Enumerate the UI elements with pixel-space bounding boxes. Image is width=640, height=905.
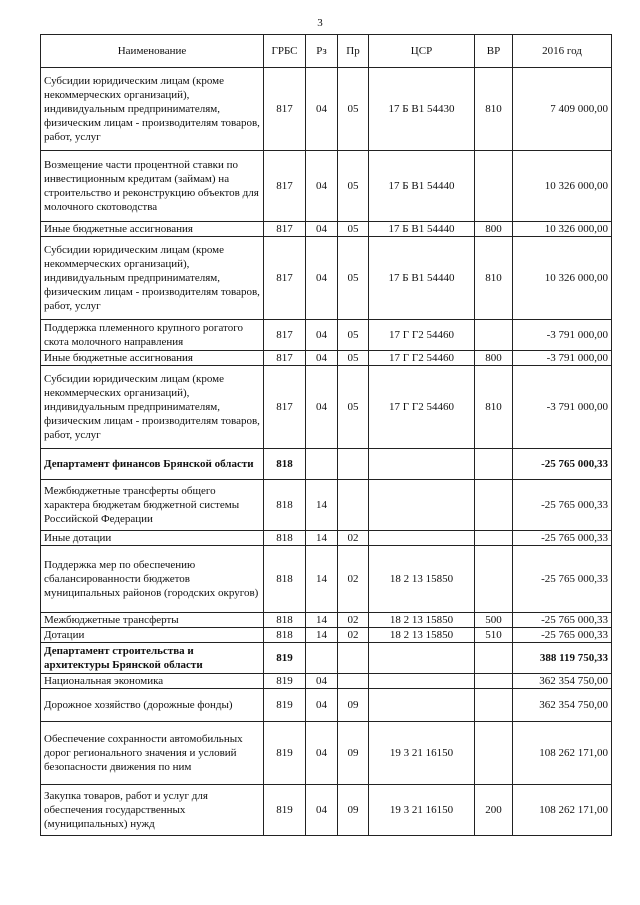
row-csr: 17 Б В1 54440 xyxy=(369,151,475,222)
row-amount: 10 326 000,00 xyxy=(513,237,612,320)
table-row xyxy=(41,151,612,222)
table-row xyxy=(41,785,612,836)
row-pr: 02 xyxy=(338,546,369,613)
row-vr xyxy=(475,643,513,674)
row-csr: 18 2 13 15850 xyxy=(369,613,475,628)
row-pr: 05 xyxy=(338,366,369,449)
row-csr: 18 2 13 15850 xyxy=(369,546,475,613)
row-amount: 108 262 171,00 xyxy=(513,722,612,785)
row-csr: 19 3 21 16150 xyxy=(369,722,475,785)
row-vr xyxy=(475,531,513,546)
row-grbs: 817 xyxy=(264,237,306,320)
table-row xyxy=(41,351,612,366)
row-vr xyxy=(475,151,513,222)
row-amount: 10 326 000,00 xyxy=(513,151,612,222)
row-pr: 05 xyxy=(338,68,369,151)
row-amount: 362 354 750,00 xyxy=(513,674,612,689)
row-rz: 14 xyxy=(306,546,338,613)
header-row xyxy=(41,35,612,68)
row-vr xyxy=(475,320,513,351)
header-grbs: ГРБС xyxy=(264,35,306,68)
row-csr xyxy=(369,531,475,546)
row-amount: 108 262 171,00 xyxy=(513,785,612,836)
row-grbs: 818 xyxy=(264,613,306,628)
row-vr xyxy=(475,449,513,480)
row-vr xyxy=(475,722,513,785)
row-pr: 09 xyxy=(338,722,369,785)
row-amount: -25 765 000,33 xyxy=(513,546,612,613)
row-amount: 388 119 750,33 xyxy=(513,643,612,674)
row-csr: 17 Г Г2 54460 xyxy=(369,351,475,366)
row-grbs: 818 xyxy=(264,480,306,531)
row-grbs: 819 xyxy=(264,643,306,674)
row-vr: 810 xyxy=(475,237,513,320)
row-name: Закупка товаров, работ и услуг для обеспечения государственных (муниципальных) нужд xyxy=(41,785,264,836)
row-name: Поддержка племенного крупного рогатого скота молочного направления xyxy=(41,320,264,351)
row-amount: -25 765 000,33 xyxy=(513,613,612,628)
row-name: Иные бюджетные ассигнования xyxy=(41,222,264,237)
row-csr xyxy=(369,674,475,689)
row-vr xyxy=(475,689,513,722)
table-row xyxy=(41,689,612,722)
row-vr xyxy=(475,480,513,531)
table-row xyxy=(41,449,612,480)
row-grbs: 819 xyxy=(264,722,306,785)
row-csr: 17 Б В1 54440 xyxy=(369,222,475,237)
row-csr: 18 2 13 15850 xyxy=(369,628,475,643)
page-number: 3 xyxy=(317,17,323,29)
row-pr: 09 xyxy=(338,689,369,722)
row-csr xyxy=(369,449,475,480)
row-vr: 810 xyxy=(475,366,513,449)
row-amount: -3 791 000,00 xyxy=(513,320,612,351)
row-vr xyxy=(475,546,513,613)
row-rz xyxy=(306,449,338,480)
row-grbs: 818 xyxy=(264,546,306,613)
row-vr: 500 xyxy=(475,613,513,628)
row-grbs: 817 xyxy=(264,222,306,237)
row-grbs: 819 xyxy=(264,674,306,689)
header-pr: Пр xyxy=(338,35,369,68)
row-rz: 04 xyxy=(306,151,338,222)
row-amount: -3 791 000,00 xyxy=(513,351,612,366)
row-csr: 17 Г Г2 54460 xyxy=(369,366,475,449)
row-name: Возмещение части процентной ставки по инвестиционным кредитам (займам) на строительство и реконструкцию объектов для молочного скотоводства xyxy=(41,151,264,222)
row-rz: 14 xyxy=(306,613,338,628)
table-row xyxy=(41,480,612,531)
row-grbs: 817 xyxy=(264,351,306,366)
row-pr xyxy=(338,643,369,674)
row-rz: 04 xyxy=(306,237,338,320)
row-rz: 04 xyxy=(306,351,338,366)
table-row xyxy=(41,68,612,151)
row-name: Субсидии юридическим лицам (кроме некоммерческих организаций), индивидуальным предпринимателям, физическим лицам - производителям товаров, работ, услуг xyxy=(41,366,264,449)
row-grbs: 818 xyxy=(264,531,306,546)
row-csr: 17 Б В1 54430 xyxy=(369,68,475,151)
row-rz: 04 xyxy=(306,722,338,785)
row-name: Субсидии юридическим лицам (кроме некоммерческих организаций), индивидуальным предпринимателям, физическим лицам - производителям товаров, работ, услуг xyxy=(41,237,264,320)
row-csr: 19 3 21 16150 xyxy=(369,785,475,836)
row-pr: 05 xyxy=(338,320,369,351)
row-vr: 810 xyxy=(475,68,513,151)
table-row xyxy=(41,628,612,643)
row-name: Межбюджетные трансферты общего характера бюджетам бюджетной системы Российской Федерации xyxy=(41,480,264,531)
table-row xyxy=(41,643,612,674)
row-grbs: 819 xyxy=(264,689,306,722)
row-vr xyxy=(475,674,513,689)
row-csr xyxy=(369,689,475,722)
header-rz: Рз xyxy=(306,35,338,68)
table-body xyxy=(41,68,612,836)
row-vr: 800 xyxy=(475,351,513,366)
row-pr: 05 xyxy=(338,351,369,366)
table-row xyxy=(41,613,612,628)
row-pr: 09 xyxy=(338,785,369,836)
row-amount: -3 791 000,00 xyxy=(513,366,612,449)
row-name: Субсидии юридическим лицам (кроме некоммерческих организаций), индивидуальным предпринимателям, физическим лицам - производителям товаров, работ, услуг xyxy=(41,68,264,151)
row-rz: 14 xyxy=(306,480,338,531)
table-row xyxy=(41,674,612,689)
row-rz: 04 xyxy=(306,320,338,351)
row-name: Поддержка мер по обеспечению сбалансированности бюджетов муниципальных районов (городских округов) xyxy=(41,546,264,613)
row-name: Дорожное хозяйство (дорожные фонды) xyxy=(41,689,264,722)
row-amount: 10 326 000,00 xyxy=(513,222,612,237)
header-amount: 2016 год xyxy=(513,35,612,68)
row-rz: 04 xyxy=(306,68,338,151)
row-grbs: 817 xyxy=(264,320,306,351)
table-row xyxy=(41,237,612,320)
header-name: Наименование xyxy=(41,35,264,68)
row-amount: 362 354 750,00 xyxy=(513,689,612,722)
row-rz: 04 xyxy=(306,674,338,689)
row-rz: 04 xyxy=(306,689,338,722)
row-name: Межбюджетные трансферты xyxy=(41,613,264,628)
row-csr xyxy=(369,480,475,531)
row-pr xyxy=(338,480,369,531)
row-vr: 800 xyxy=(475,222,513,237)
row-rz: 04 xyxy=(306,366,338,449)
row-name: Дотации xyxy=(41,628,264,643)
row-vr: 510 xyxy=(475,628,513,643)
row-pr: 05 xyxy=(338,222,369,237)
row-amount: -25 765 000,33 xyxy=(513,449,612,480)
row-pr xyxy=(338,674,369,689)
table-row xyxy=(41,531,612,546)
row-grbs: 817 xyxy=(264,68,306,151)
table-row xyxy=(41,222,612,237)
header-csr: ЦСР xyxy=(369,35,475,68)
row-rz xyxy=(306,643,338,674)
table-row xyxy=(41,546,612,613)
row-amount: -25 765 000,33 xyxy=(513,531,612,546)
row-rz: 04 xyxy=(306,785,338,836)
row-name: Департамент строительства и архитектуры Брянской области xyxy=(41,643,264,674)
row-amount: 7 409 000,00 xyxy=(513,68,612,151)
row-vr: 200 xyxy=(475,785,513,836)
header-vr: ВР xyxy=(475,35,513,68)
row-grbs: 817 xyxy=(264,366,306,449)
row-csr xyxy=(369,643,475,674)
row-pr: 02 xyxy=(338,628,369,643)
row-name: Иные дотации xyxy=(41,531,264,546)
table-row xyxy=(41,320,612,351)
row-grbs: 818 xyxy=(264,449,306,480)
row-rz: 04 xyxy=(306,222,338,237)
row-pr: 05 xyxy=(338,151,369,222)
row-name: Департамент финансов Брянской области xyxy=(41,449,264,480)
row-grbs: 817 xyxy=(264,151,306,222)
row-pr: 02 xyxy=(338,613,369,628)
row-amount: -25 765 000,33 xyxy=(513,628,612,643)
budget-table xyxy=(40,34,612,836)
row-name: Иные бюджетные ассигнования xyxy=(41,351,264,366)
table-row xyxy=(41,366,612,449)
row-pr: 05 xyxy=(338,237,369,320)
row-name: Национальная экономика xyxy=(41,674,264,689)
table-row xyxy=(41,722,612,785)
row-csr: 17 Г Г2 54460 xyxy=(369,320,475,351)
row-csr: 17 Б В1 54440 xyxy=(369,237,475,320)
row-name: Обеспечение сохранности автомобильных дорог регионального значения и условий безопасности движения по ним xyxy=(41,722,264,785)
row-rz: 14 xyxy=(306,531,338,546)
row-pr xyxy=(338,449,369,480)
row-pr: 02 xyxy=(338,531,369,546)
row-amount: -25 765 000,33 xyxy=(513,480,612,531)
row-rz: 14 xyxy=(306,628,338,643)
row-grbs: 818 xyxy=(264,628,306,643)
row-grbs: 819 xyxy=(264,785,306,836)
